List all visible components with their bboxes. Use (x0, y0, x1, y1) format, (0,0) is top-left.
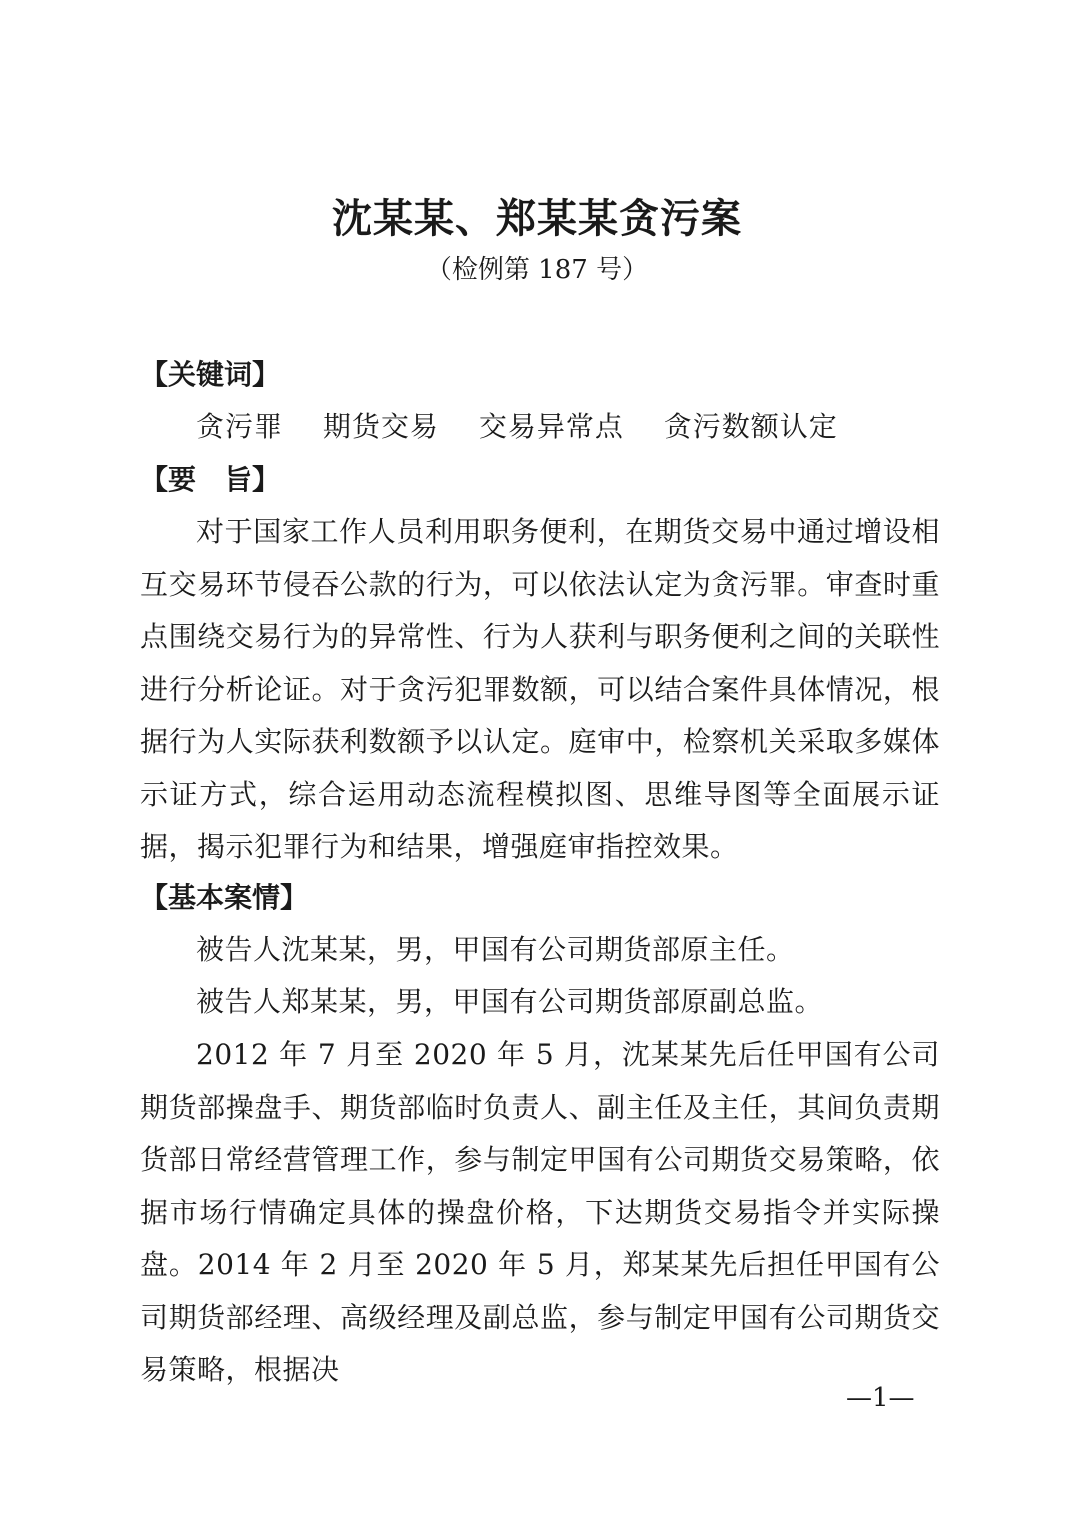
document-subtitle: （检例第 187 号） (425, 255, 649, 285)
keywords-heading: 【关键词】 (140, 358, 281, 391)
document-title: 沈某某、郑某某贪污案 (332, 195, 742, 242)
page-number: —1— (846, 1383, 915, 1413)
keyword-item: 贪污数额认定 (663, 410, 838, 443)
keywords-list (196, 407, 868, 447)
keyword-item: 贪污罪 (196, 410, 284, 443)
keyword-item: 交易异常点 (478, 410, 624, 443)
facts-heading: 【基本案情】 (140, 881, 309, 914)
facts-paragraph-1: 被告人沈某某，男，甲国有公司期货部原主任。 (196, 933, 795, 966)
keyword-item: 期货交易 (322, 410, 439, 443)
gist-paragraph: 对于国家工作人员利用职务便利，在期货交易中通过增设相互交易环节侵吞公款的行为，可以依法认定为贪污罪。审查时重点围绕交易行为的异常性、行为人获利与职务便利之间的关联性进行分析论证。对于贪污犯罪数额，可以结合案件具体情况，根据行为人实际获利数额予以认定。庭审中，检察机关采取多媒体示证方式，综合运用动态流程模拟图、思维导图等全面展示证据，揭示犯罪行为和结果，增强庭审指控效果。 (140, 515, 940, 863)
facts-paragraph-2: 被告人郑某某，男，甲国有公司期货部原副总监。 (196, 985, 824, 1018)
gist-heading: 【要 旨】 (140, 463, 281, 496)
facts-paragraph-3: 2012 年 7 月至 2020 年 5 月，沈某某先后任甲国有公司期货部操盘手、期货部临时负责人、副主任及主任，其间负责期货部日常经营管理工作，参与制定甲国有公司期货交易策略，依据市场行情确定具体的操盘价格，下达期货交易指令并实际操盘。2014 年 2 月至 2020 年 5 月，郑某某先后担任甲国有公司期货部经理、高级经理及副总监，参与制定甲国有公司期货交易策略，根据决 (140, 1038, 940, 1386)
